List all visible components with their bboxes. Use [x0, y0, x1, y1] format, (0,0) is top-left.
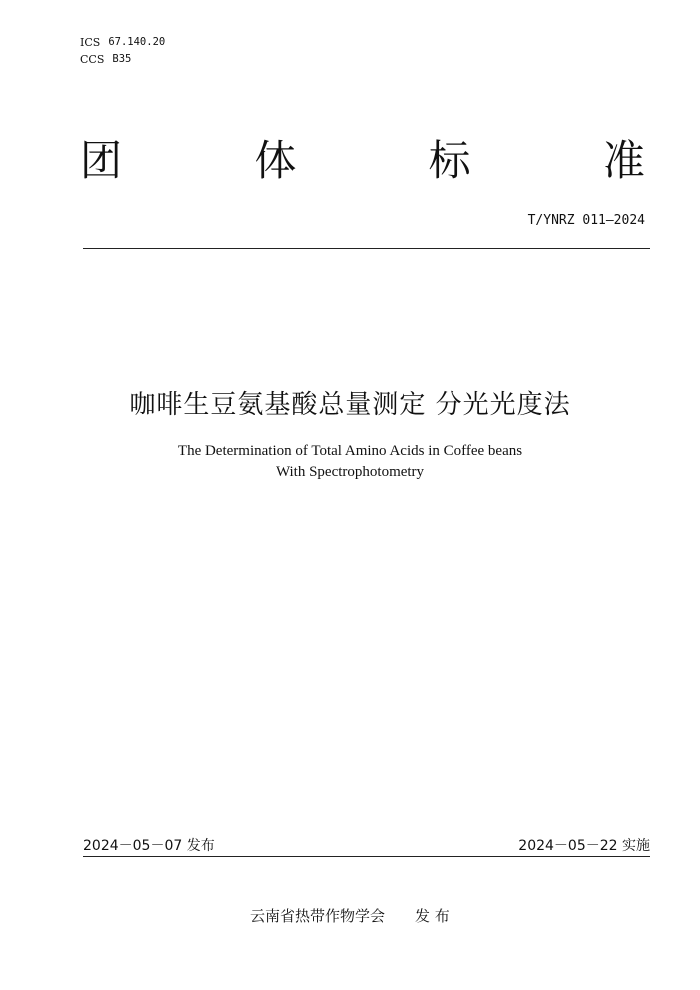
- publish-date: 2024－05－07 发布: [83, 838, 215, 854]
- title-english-line: With Spectrophotometry: [275, 464, 425, 480]
- standard-number: T/YNRZ 011—2024: [527, 213, 645, 228]
- issuer-action: 发 布: [415, 907, 450, 925]
- dates-row: [83, 835, 650, 855]
- classification-block: [80, 34, 165, 68]
- title-english-line: The Determination of Total Amino Acids in Coffee beans: [177, 443, 523, 459]
- standard-type-char: 标: [428, 136, 471, 185]
- issuer-name: 云南省热带作物学会: [250, 907, 386, 925]
- standard-type-char: 团: [80, 136, 123, 185]
- ics-row: [80, 34, 165, 51]
- ics-code: 67.140.20: [108, 36, 166, 48]
- ccs-label: CCS: [80, 53, 105, 66]
- ccs-code: B35: [112, 53, 132, 65]
- standard-type-char: 体: [254, 136, 297, 185]
- title-chinese: 咖啡生豆氨基酸总量测定 分光光度法: [129, 390, 571, 420]
- title-english: [0, 441, 700, 483]
- standard-type-char: 准: [602, 136, 645, 185]
- standard-type-heading: [80, 136, 645, 186]
- implement-date: 2024－05－22 实施: [518, 838, 650, 854]
- issuer-line: [250, 905, 450, 926]
- header-divider: [83, 248, 650, 249]
- ccs-row: [80, 51, 165, 68]
- footer-divider: [83, 856, 650, 857]
- ics-label: ICS: [80, 36, 101, 49]
